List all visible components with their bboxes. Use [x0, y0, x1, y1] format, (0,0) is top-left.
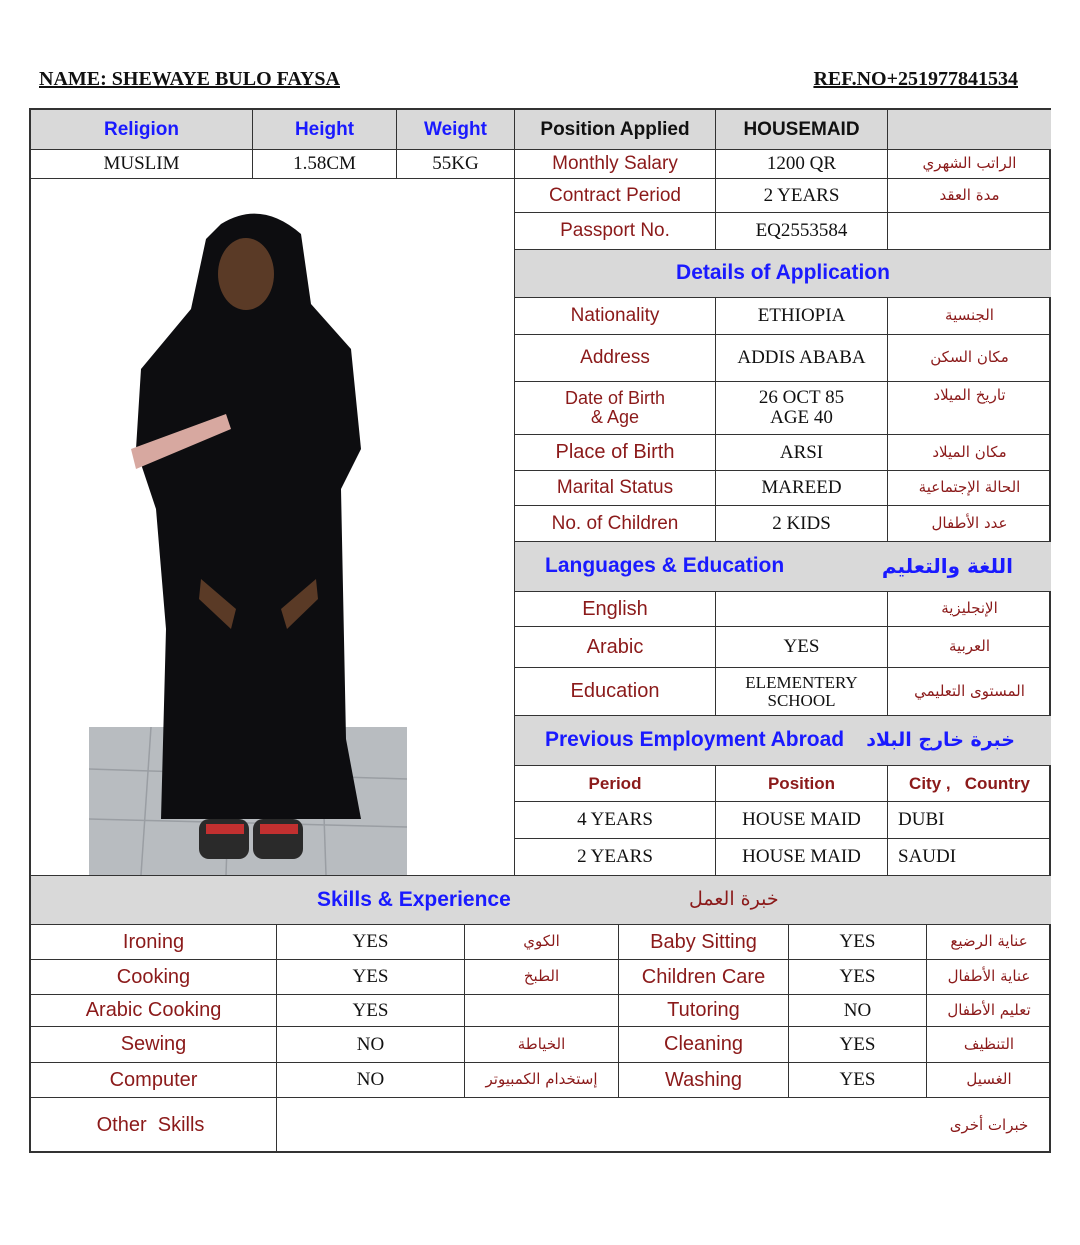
cv-form	[29, 108, 1051, 1153]
education-value	[716, 668, 888, 716]
skill-ironing-label: Ironing	[31, 925, 277, 960]
skill-computer-ar: إستخدام الكمبيوتر	[465, 1063, 619, 1098]
skill-cooking-label: Cooking	[31, 960, 277, 995]
pob-ar: مكان الميلاد	[888, 435, 1051, 471]
languages-title-ar: اللغة والتعليم	[881, 554, 1013, 578]
height-value: 1.58CM	[253, 150, 397, 179]
address-ar: مكان السكن	[888, 335, 1051, 382]
address-value: ADDIS ABABA	[716, 335, 888, 382]
employment-row-2-place: SAUDI	[888, 839, 1051, 876]
employment-col-city: City , Country	[888, 766, 1051, 802]
nationality-value: ETHIOPIA	[716, 298, 888, 335]
passport-value: EQ2553584	[716, 213, 888, 250]
address-label: Address	[515, 335, 716, 382]
contract-period-label: Contract Period	[515, 179, 716, 213]
skill-cleaning-value: YES	[789, 1027, 927, 1063]
other-skills-value	[277, 1098, 927, 1153]
religion-value: MUSLIM	[31, 150, 253, 179]
languages-section-header	[515, 542, 1051, 592]
monthly-salary-label: Monthly Salary	[515, 150, 716, 179]
employment-col-period: Period	[515, 766, 716, 802]
other-skills-label: Other Skills	[31, 1098, 277, 1153]
skill-tutoring-value: NO	[789, 995, 927, 1027]
marital-label: Marital Status	[515, 471, 716, 506]
languages-title: Languages & Education	[545, 554, 785, 578]
dob-value	[716, 382, 888, 435]
english-label: English	[515, 592, 716, 627]
height-header: Height	[253, 110, 397, 150]
dob-date: 26 OCT 85	[758, 387, 845, 409]
skill-tutoring-label: Tutoring	[619, 995, 789, 1027]
education-ar: المستوى التعليمي	[888, 668, 1051, 716]
dob-label	[515, 382, 716, 435]
skill-computer-label: Computer	[31, 1063, 277, 1098]
skills-section-header	[31, 876, 1051, 925]
nationality-ar: الجنسية	[888, 298, 1051, 335]
employment-row-2-period: 2 YEARS	[515, 839, 716, 876]
position-applied-value: HOUSEMAID	[716, 110, 888, 150]
employment-row-2-position: HOUSE MAID	[716, 839, 888, 876]
dob-ar: تاريخ الميلاد	[888, 382, 1051, 435]
passport-ar	[888, 213, 1051, 250]
arabic-ar: العربية	[888, 627, 1051, 668]
skill-childrencare-label: Children Care	[619, 960, 789, 995]
employment-row-1-position: HOUSE MAID	[716, 802, 888, 839]
skill-cooking-ar: الطبخ	[465, 960, 619, 995]
marital-value: MAREED	[716, 471, 888, 506]
skill-sewing-ar: الخياطة	[465, 1027, 619, 1063]
monthly-salary-value: 1200 QR	[716, 150, 888, 179]
marital-ar: الحالة الإجتماعية	[888, 471, 1051, 506]
english-value	[716, 592, 888, 627]
education-value-line2: SCHOOL	[767, 690, 836, 710]
name-heading: NAME: SHEWAYE BULO FAYSA	[39, 68, 340, 90]
contract-period-ar: مدة العقد	[888, 179, 1051, 213]
skill-babysitting-label: Baby Sitting	[619, 925, 789, 960]
religion-header: Religion	[31, 110, 253, 150]
employment-section-header	[515, 716, 1051, 766]
skill-washing-value: YES	[789, 1063, 927, 1098]
position-applied-label: Position Applied	[515, 110, 716, 150]
skill-sewing-label: Sewing	[31, 1027, 277, 1063]
employment-row-1-place: DUBI	[888, 802, 1051, 839]
employment-row-1-period: 4 YEARS	[515, 802, 716, 839]
children-value: 2 KIDS	[716, 506, 888, 542]
skill-babysitting-value: YES	[789, 925, 927, 960]
weight-header: Weight	[397, 110, 515, 150]
weight-value: 55KG	[397, 150, 515, 179]
ref-number: REF.NO+251977841534	[813, 68, 1018, 90]
education-value-line1: ELEMENTERY	[745, 672, 858, 692]
position-applied-ar	[888, 110, 1051, 150]
employment-title: Previous Employment Abroad	[545, 728, 845, 752]
skill-arabiccooking-value: YES	[277, 995, 465, 1027]
skill-tutoring-ar: تعليم الأطفال	[927, 995, 1051, 1027]
contract-period-value: 2 YEARS	[716, 179, 888, 213]
dob-label-line1: Date of Birth	[564, 388, 666, 409]
education-label: Education	[515, 668, 716, 716]
skill-ironing-value: YES	[277, 925, 465, 960]
applicant-photo	[31, 179, 515, 876]
skill-arabiccooking-ar	[465, 995, 619, 1027]
details-section-header: Details of Application	[515, 250, 1051, 298]
skill-cooking-value: YES	[277, 960, 465, 995]
arabic-label: Arabic	[515, 627, 716, 668]
dob-label-line2: & Age	[590, 407, 640, 427]
pob-label: Place of Birth	[515, 435, 716, 471]
skills-title: Skills & Experience	[317, 887, 511, 911]
employment-title-ar: خبرة خارج البلاد	[866, 728, 1015, 751]
arabic-value: YES	[716, 627, 888, 668]
passport-label: Passport No.	[515, 213, 716, 250]
dob-age: AGE 40	[770, 407, 833, 428]
skill-washing-label: Washing	[619, 1063, 789, 1098]
pob-value: ARSI	[716, 435, 888, 471]
skill-arabiccooking-label: Arabic Cooking	[31, 995, 277, 1027]
skill-computer-value: NO	[277, 1063, 465, 1098]
skill-washing-ar: الغسيل	[927, 1063, 1051, 1098]
skill-childrencare-ar: عناية الأطفال	[927, 960, 1051, 995]
skill-childrencare-value: YES	[789, 960, 927, 995]
skill-babysitting-ar: عناية الرضيع	[927, 925, 1051, 960]
monthly-salary-ar: الراتب الشهري	[888, 150, 1051, 179]
skill-ironing-ar: الكوي	[465, 925, 619, 960]
children-ar: عدد الأطفال	[888, 506, 1051, 542]
skill-sewing-value: NO	[277, 1027, 465, 1063]
english-ar: الإنجليزية	[888, 592, 1051, 627]
skill-cleaning-label: Cleaning	[619, 1027, 789, 1063]
employment-col-position: Position	[716, 766, 888, 802]
children-label: No. of Children	[515, 506, 716, 542]
skills-title-ar: خبرة العمل	[689, 888, 779, 911]
applicant-photo-area	[31, 179, 515, 876]
nationality-label: Nationality	[515, 298, 716, 335]
other-skills-ar: خبرات أخرى	[949, 1115, 1029, 1134]
skill-cleaning-ar: التنظيف	[927, 1027, 1051, 1063]
